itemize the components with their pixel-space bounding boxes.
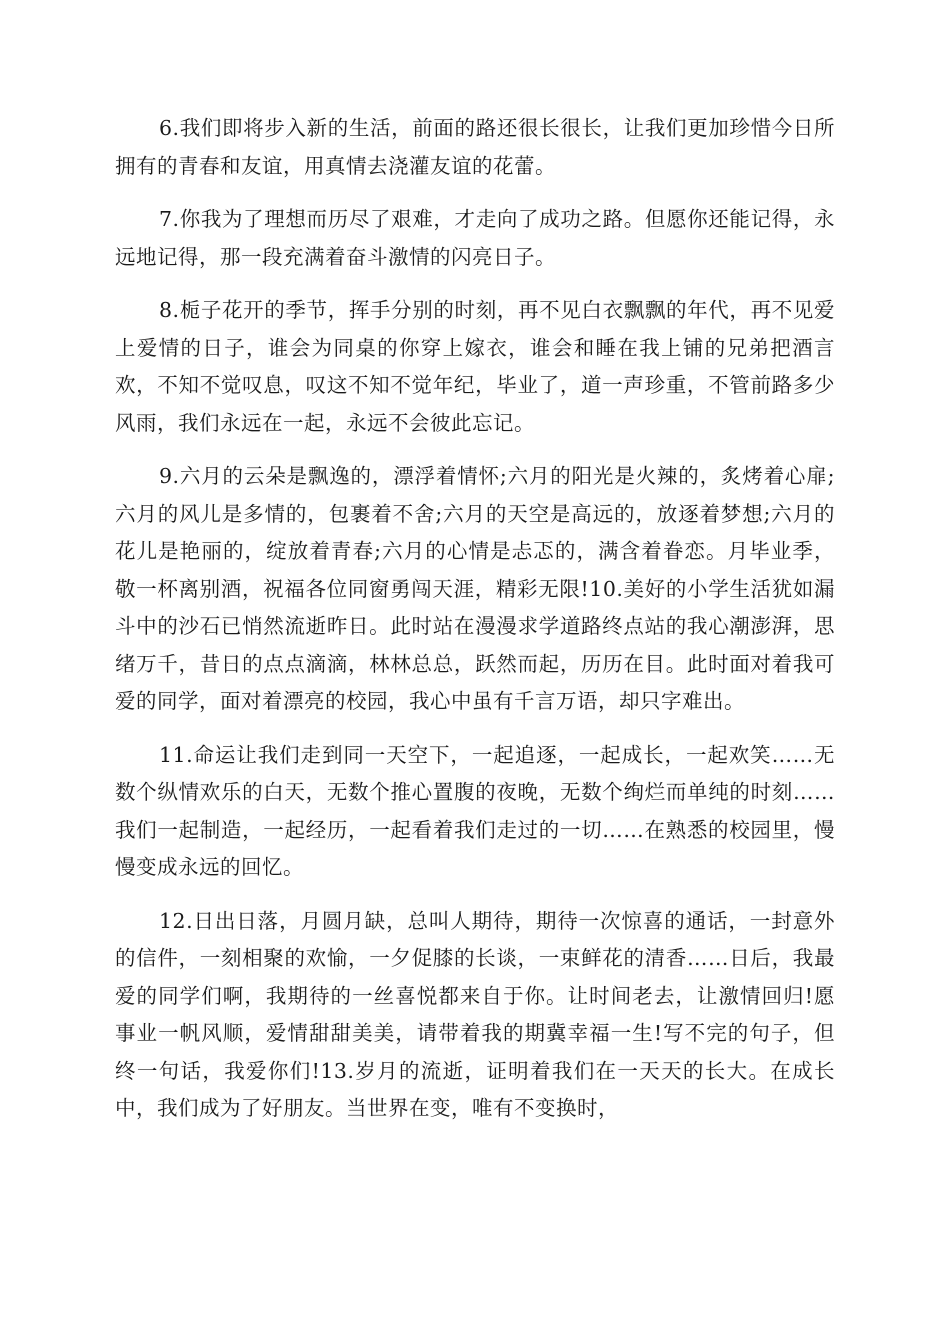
paragraph-7: 7.你我为了理想而历尽了艰难，才走向了成功之路。但愿你还能记得，永远地记得，那一段充满着奋斗激情的闪亮日子。: [115, 207, 835, 269]
paragraph-9-10: 9.六月的云朵是飘逸的，漂浮着情怀;六月的阳光是火辣的，炙烤着心扉;六月的风儿是多情的，包裹着不舍;六月的天空是高远的，放逐着梦想;六月的花儿是艳丽的，绽放着青春;六月的心情是忐忑的，满含着眷恋。月毕业季，敬一杯离别酒，祝福各位同窗勇闯天涯，精彩无限!10.美好的小学生活犹如漏斗中的沙石已悄然流逝昨日。此时站在漫漫求学道路终点站的我心潮澎湃，思绪万千，昔日的点点滴滴，林林总总，跃然而起，历历在目。此时面对着我可爱的同学，面对着漂亮的校园，我心中虽有千言万语，却只字难出。: [115, 464, 835, 713]
paragraph-6: 6.我们即将步入新的生活，前面的路还很长很长，让我们更加珍惜今日所拥有的青春和友谊，用真情去浇灌友谊的花蕾。: [115, 116, 835, 178]
document-body: [115, 110, 835, 1144]
paragraph-11: 11.命运让我们走到同一天空下，一起追逐，一起成长，一起欢笑……无数个纵情欢乐的白天，无数个推心置腹的夜晚，无数个绚烂而单纯的时刻……我们一起制造，一起经历，一起看着我们走过的一切……在熟悉的校园里，慢慢变成永远的回忆。: [115, 742, 835, 879]
paragraph-8: 8.栀子花开的季节，挥手分别的时刻，再不见白衣飘飘的年代，再不见爱上爱情的日子，谁会为同桌的你穿上嫁衣，谁会和睡在我上铺的兄弟把酒言欢，不知不觉叹息，叹这不知不觉年纪，毕业了，道一声珍重，不管前路多少风雨，我们永远在一起，永远不会彼此忘记。: [115, 298, 835, 435]
paragraph-12-13: 12.日出日落，月圆月缺，总叫人期待，期待一次惊喜的通话，一封意外的信件，一刻相聚的欢愉，一夕促膝的长谈，一束鲜花的清香……日后，我最爱的同学们啊，我期待的一丝喜悦都来自于你。让时间老去，让激情回归!愿事业一帆风顺，爱情甜甜美美，请带着我的期冀幸福一生!写不完的句子，但终一句话，我爱你们!13.岁月的流逝，证明着我们在一天天的长大。在成长中，我们成为了好朋友。当世界在变，唯有不变换时，: [115, 908, 835, 1120]
